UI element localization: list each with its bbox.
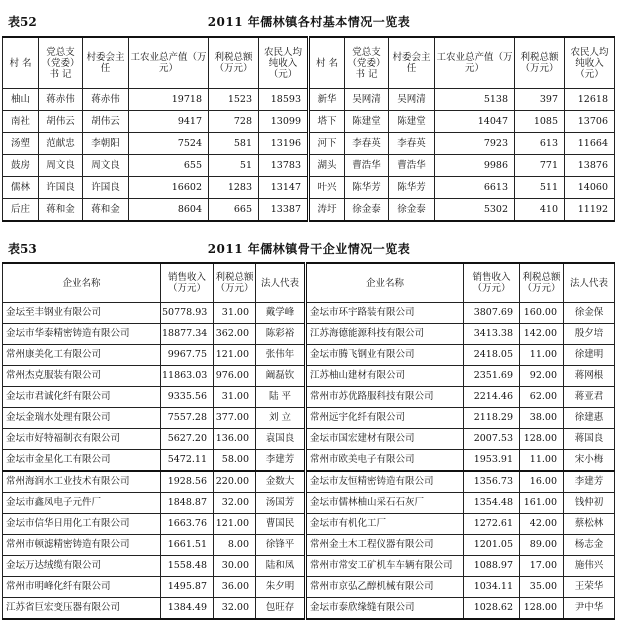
table-cell: 蒋网根 xyxy=(564,366,615,387)
table-cell: 7557.28 xyxy=(161,408,214,429)
table-cell: 江苏海德能源科技有限公司 xyxy=(306,324,464,345)
table-cell: 1085 xyxy=(515,111,565,133)
table-cell: 13783 xyxy=(259,155,309,177)
table-cell: 581 xyxy=(209,133,259,155)
table-cell: 397 xyxy=(515,89,565,111)
table-cell: 蒋国良 xyxy=(564,429,615,450)
header-sales: 销售收入（万元） xyxy=(161,263,214,303)
table-cell: 江苏省巨宏变压器有限公司 xyxy=(3,598,161,620)
table-cell: 2351.69 xyxy=(464,366,520,387)
table-cell: 胡伟云 xyxy=(83,111,129,133)
table-cell: 金坛万达绒缆有限公司 xyxy=(3,556,161,577)
table-cell: 2118.29 xyxy=(464,408,520,429)
table-cell: 142.00 xyxy=(520,324,564,345)
table-cell: 汤国芳 xyxy=(256,493,306,514)
table-row xyxy=(3,450,615,472)
table-cell: 5302 xyxy=(435,199,515,222)
header-output: 工农业总产值（万元） xyxy=(129,37,209,89)
table-cell: 9335.56 xyxy=(161,387,214,408)
table52-header-row xyxy=(3,37,615,89)
table-cell: 58.00 xyxy=(214,450,256,472)
table-cell: 7524 xyxy=(129,133,209,155)
table-cell: 金坛市国宏建材有限公司 xyxy=(306,429,464,450)
table-cell: 13876 xyxy=(565,155,615,177)
table-cell: 11.00 xyxy=(520,450,564,472)
table-cell: 1953.91 xyxy=(464,450,520,472)
table-cell: 655 xyxy=(129,155,209,177)
table-cell: 5138 xyxy=(435,89,515,111)
table-cell: 李朝阳 xyxy=(83,133,129,155)
table-cell: 吴网清 xyxy=(389,89,435,111)
table-cell: 35.00 xyxy=(520,577,564,598)
table-cell: 128.00 xyxy=(520,429,564,450)
table-cell: 陈彩裕 xyxy=(256,324,306,345)
table-cell: 2418.05 xyxy=(464,345,520,366)
table-row xyxy=(3,155,615,177)
table52-body xyxy=(3,89,615,222)
table-cell: 13706 xyxy=(565,111,615,133)
header-legal-rep: 法人代表 xyxy=(564,263,615,303)
table-cell: 蔡松林 xyxy=(564,514,615,535)
table-cell: 976.00 xyxy=(214,366,256,387)
table-cell: 徐建明 xyxy=(564,345,615,366)
table-cell: 1354.48 xyxy=(464,493,520,514)
table-cell: 1283 xyxy=(209,177,259,199)
table-cell: 宋小梅 xyxy=(564,450,615,472)
table52 xyxy=(2,36,615,222)
table-cell: 11664 xyxy=(565,133,615,155)
table-row xyxy=(3,345,615,366)
table-cell: 儒林 xyxy=(3,177,39,199)
table-cell: 常州市明峰化纤有限公司 xyxy=(3,577,161,598)
table-row xyxy=(3,408,615,429)
table-cell: 2214.46 xyxy=(464,387,520,408)
table-cell: 后庄 xyxy=(3,199,39,222)
table-cell: 范献忠 xyxy=(39,133,83,155)
table-cell: 7923 xyxy=(435,133,515,155)
table-cell: 金坛市儒林柚山采石石灰厂 xyxy=(306,493,464,514)
table-cell: 18593 xyxy=(259,89,309,111)
header-output: 工农业总产值（万元） xyxy=(435,37,515,89)
table-cell: 塔下 xyxy=(309,111,345,133)
table-row xyxy=(3,535,615,556)
table-cell: 金坛金瑞水处理有限公司 xyxy=(3,408,161,429)
header-sales: 销售收入（万元） xyxy=(464,263,520,303)
header-tax: 利税总额（万元） xyxy=(209,37,259,89)
table-cell: 3413.38 xyxy=(464,324,520,345)
table-cell: 11.00 xyxy=(520,345,564,366)
table-cell: 8604 xyxy=(129,199,209,222)
table-cell: 31.00 xyxy=(214,387,256,408)
table-cell: 徐金保 xyxy=(564,303,615,324)
table-cell: 许国良 xyxy=(39,177,83,199)
table-cell: 89.00 xyxy=(520,535,564,556)
table-cell: 771 xyxy=(515,155,565,177)
table-cell: 鼓房 xyxy=(3,155,39,177)
table-row xyxy=(3,89,615,111)
table-cell: 1201.05 xyxy=(464,535,520,556)
table-row xyxy=(3,514,615,535)
table53-body xyxy=(3,303,615,620)
header-legal-rep: 法人代表 xyxy=(256,263,306,303)
table-cell: 金坛市有机化工厂 xyxy=(306,514,464,535)
header-village: 村 名 xyxy=(309,37,345,89)
table-cell: 17.00 xyxy=(520,556,564,577)
table-cell: 金坛至丰钢业有限公司 xyxy=(3,303,161,324)
table-cell: 曹浩华 xyxy=(389,155,435,177)
table-cell: 613 xyxy=(515,133,565,155)
table53-title: 2011 年儒林镇骨干企业情况一览表 xyxy=(207,242,411,256)
table-cell: 尹中华 xyxy=(564,598,615,620)
table-cell: 6613 xyxy=(435,177,515,199)
table-cell: 665 xyxy=(209,199,259,222)
table-cell: 金坛市华泰精密铸造有限公司 xyxy=(3,324,161,345)
table-cell: 121.00 xyxy=(214,345,256,366)
table53-header-row xyxy=(3,263,615,303)
table-cell: 32.00 xyxy=(214,598,256,620)
table-cell: 92.00 xyxy=(520,366,564,387)
table-cell: 徐金泰 xyxy=(389,199,435,222)
table-row xyxy=(3,556,615,577)
table-cell: 金坛市信华日用化工有限公司 xyxy=(3,514,161,535)
table-cell: 11863.03 xyxy=(161,366,214,387)
header-tax: 利税总额（万元） xyxy=(520,263,564,303)
table-cell: 1663.76 xyxy=(161,514,214,535)
table-cell: 袁国良 xyxy=(256,429,306,450)
table-cell: 5627.20 xyxy=(161,429,214,450)
table-cell: 陈华芳 xyxy=(345,177,389,199)
table-cell: 38.00 xyxy=(520,408,564,429)
table-cell: 常州康美化工有限公司 xyxy=(3,345,161,366)
table-cell: 常州市常安工矿机车车辆有限公司 xyxy=(306,556,464,577)
table52-caption xyxy=(0,11,618,29)
table-cell: 1928.56 xyxy=(161,471,214,493)
table-cell: 吴网清 xyxy=(345,89,389,111)
table-cell: 王荣华 xyxy=(564,577,615,598)
table-cell: 金坛市好特福制衣有限公司 xyxy=(3,429,161,450)
header-village: 村 名 xyxy=(3,37,39,89)
table-cell: 阚磊钦 xyxy=(256,366,306,387)
table-cell: 柚山 xyxy=(3,89,39,111)
table-cell: 377.00 xyxy=(214,408,256,429)
table-cell: 李春英 xyxy=(345,133,389,155)
table-cell: 121.00 xyxy=(214,514,256,535)
table-cell: 220.00 xyxy=(214,471,256,493)
table-cell: 包旺存 xyxy=(256,598,306,620)
table-row xyxy=(3,133,615,155)
table-cell: 160.00 xyxy=(520,303,564,324)
table-row xyxy=(3,577,615,598)
table-cell: 1088.97 xyxy=(464,556,520,577)
header-director: 村委会主 任 xyxy=(83,37,129,89)
table-cell: 13099 xyxy=(259,111,309,133)
table-cell: 9967.75 xyxy=(161,345,214,366)
table-cell: 汤塑 xyxy=(3,133,39,155)
table-cell: 湖头 xyxy=(309,155,345,177)
table-cell: 18877.34 xyxy=(161,324,214,345)
table-cell: 8.00 xyxy=(214,535,256,556)
table-cell: 128.00 xyxy=(520,598,564,620)
header-income: 农民人均纯收入（元） xyxy=(259,37,309,89)
table-cell: 江苏柚山建材有限公司 xyxy=(306,366,464,387)
table-cell: 殷夕培 xyxy=(564,324,615,345)
table-cell: 常州金土木工程仪器有限公司 xyxy=(306,535,464,556)
table-cell: 50778.93 xyxy=(161,303,214,324)
table-cell: 13387 xyxy=(259,199,309,222)
header-company: 企业名称 xyxy=(306,263,464,303)
table-cell: 3807.69 xyxy=(464,303,520,324)
table-cell: 陆和凤 xyxy=(256,556,306,577)
table-cell: 曹国民 xyxy=(256,514,306,535)
table53-caption xyxy=(0,238,618,256)
table-row xyxy=(3,471,615,493)
table-cell: 14060 xyxy=(565,177,615,199)
table-cell: 涛圩 xyxy=(309,199,345,222)
table-cell: 金坛市环宇路装有限公司 xyxy=(306,303,464,324)
table-cell: 32.00 xyxy=(214,493,256,514)
table-cell: 13196 xyxy=(259,133,309,155)
table-cell: 1028.62 xyxy=(464,598,520,620)
table-row xyxy=(3,493,615,514)
table-cell: 14047 xyxy=(435,111,515,133)
table-cell: 1034.11 xyxy=(464,577,520,598)
table-cell: 陈建堂 xyxy=(389,111,435,133)
table-cell: 金坛市君诚化纤有限公司 xyxy=(3,387,161,408)
table-cell: 陈华芳 xyxy=(389,177,435,199)
table-cell: 42.00 xyxy=(520,514,564,535)
table-cell: 朱夕明 xyxy=(256,577,306,598)
table-row xyxy=(3,387,615,408)
table-cell: 胡伟云 xyxy=(39,111,83,133)
header-company: 企业名称 xyxy=(3,263,161,303)
table-cell: 常州市欧美电子有限公司 xyxy=(306,450,464,472)
header-tax: 利税总额（万元） xyxy=(214,263,256,303)
table-cell: 9986 xyxy=(435,155,515,177)
table53 xyxy=(2,262,615,620)
table-cell: 1495.87 xyxy=(161,577,214,598)
table-cell: 杨志金 xyxy=(564,535,615,556)
header-tax: 利税总额（万元） xyxy=(515,37,565,89)
header-director: 村委会主 任 xyxy=(389,37,435,89)
table-cell: 31.00 xyxy=(214,303,256,324)
table-cell: 金坛市金星化工有限公司 xyxy=(3,450,161,472)
table-cell: 戴学峰 xyxy=(256,303,306,324)
table-cell: 蒋赤伟 xyxy=(83,89,129,111)
table-cell: 金坛市腾飞钢业有限公司 xyxy=(306,345,464,366)
table-row xyxy=(3,303,615,324)
table-cell: 16.00 xyxy=(520,471,564,493)
table-cell: 常州杰克服装有限公司 xyxy=(3,366,161,387)
table-cell: 陆 平 xyxy=(256,387,306,408)
table-cell: 136.00 xyxy=(214,429,256,450)
table-cell: 30.00 xyxy=(214,556,256,577)
table-row xyxy=(3,366,615,387)
table-cell: 施伟兴 xyxy=(564,556,615,577)
table-cell: 金坛市鑫凤电子元件厂 xyxy=(3,493,161,514)
table52-number: 表52 xyxy=(8,15,37,29)
table-cell: 16602 xyxy=(129,177,209,199)
table-cell: 9417 xyxy=(129,111,209,133)
table-cell: 蒋和金 xyxy=(83,199,129,222)
table-cell: 蒋和金 xyxy=(39,199,83,222)
table-row xyxy=(3,199,615,222)
table-cell: 1848.87 xyxy=(161,493,214,514)
table-cell: 13147 xyxy=(259,177,309,199)
table-cell: 362.00 xyxy=(214,324,256,345)
table-cell: 62.00 xyxy=(520,387,564,408)
table-cell: 19718 xyxy=(129,89,209,111)
table-cell: 南社 xyxy=(3,111,39,133)
table-cell: 511 xyxy=(515,177,565,199)
table-cell: 李春英 xyxy=(389,133,435,155)
table-cell: 1384.49 xyxy=(161,598,214,620)
table-cell: 51 xyxy=(209,155,259,177)
table-cell: 1272.61 xyxy=(464,514,520,535)
header-secretary: 党总支（党委）书 记 xyxy=(39,37,83,89)
table-cell: 1661.51 xyxy=(161,535,214,556)
table-cell: 36.00 xyxy=(214,577,256,598)
table-cell: 蒋赤伟 xyxy=(39,89,83,111)
table-cell: 常州市顿滤精密铸造有限公司 xyxy=(3,535,161,556)
table-row xyxy=(3,324,615,345)
table-cell: 金数大 xyxy=(256,471,306,493)
table-cell: 12618 xyxy=(565,89,615,111)
table-cell: 徐金泰 xyxy=(345,199,389,222)
table-cell: 常州市京弘乙醇机械有限公司 xyxy=(306,577,464,598)
table52-title: 2011 年儒林镇各村基本情况一览表 xyxy=(207,15,411,29)
table-cell: 728 xyxy=(209,111,259,133)
table-cell: 许国良 xyxy=(83,177,129,199)
table-cell: 河下 xyxy=(309,133,345,155)
table-cell: 常州市苏优路服科技有限公司 xyxy=(306,387,464,408)
table-cell: 常州远宇化纤有限公司 xyxy=(306,408,464,429)
table-cell: 5472.11 xyxy=(161,450,214,472)
table-row xyxy=(3,177,615,199)
table53-number: 表53 xyxy=(8,242,37,256)
table-row xyxy=(3,429,615,450)
header-income: 农民人均纯收入（元） xyxy=(565,37,615,89)
table-cell: 2007.53 xyxy=(464,429,520,450)
table-cell: 周文良 xyxy=(83,155,129,177)
table-cell: 李建芳 xyxy=(564,471,615,493)
table-cell: 刘 立 xyxy=(256,408,306,429)
table-cell: 1558.48 xyxy=(161,556,214,577)
header-secretary: 党总支（党委）书 记 xyxy=(345,37,389,89)
table-cell: 蒋亚君 xyxy=(564,387,615,408)
table-cell: 张伟年 xyxy=(256,345,306,366)
table-cell: 161.00 xyxy=(520,493,564,514)
table-row xyxy=(3,598,615,620)
table-cell: 金坛市友恒精密铸造有限公司 xyxy=(306,471,464,493)
table-cell: 金坛市泰欣缘缝有限公司 xyxy=(306,598,464,620)
table-cell: 钱仲初 xyxy=(564,493,615,514)
table-cell: 1356.73 xyxy=(464,471,520,493)
table-row xyxy=(3,111,615,133)
table-cell: 周文良 xyxy=(39,155,83,177)
table-cell: 新华 xyxy=(309,89,345,111)
table-cell: 叶兴 xyxy=(309,177,345,199)
table-cell: 李建芳 xyxy=(256,450,306,472)
table-cell: 1523 xyxy=(209,89,259,111)
table-cell: 徐锋平 xyxy=(256,535,306,556)
table-cell: 410 xyxy=(515,199,565,222)
table-cell: 常州海润水工业技术有限公司 xyxy=(3,471,161,493)
table-cell: 11192 xyxy=(565,199,615,222)
table-cell: 陈建堂 xyxy=(345,111,389,133)
table-cell: 曹浩华 xyxy=(345,155,389,177)
table-cell: 徐建惠 xyxy=(564,408,615,429)
